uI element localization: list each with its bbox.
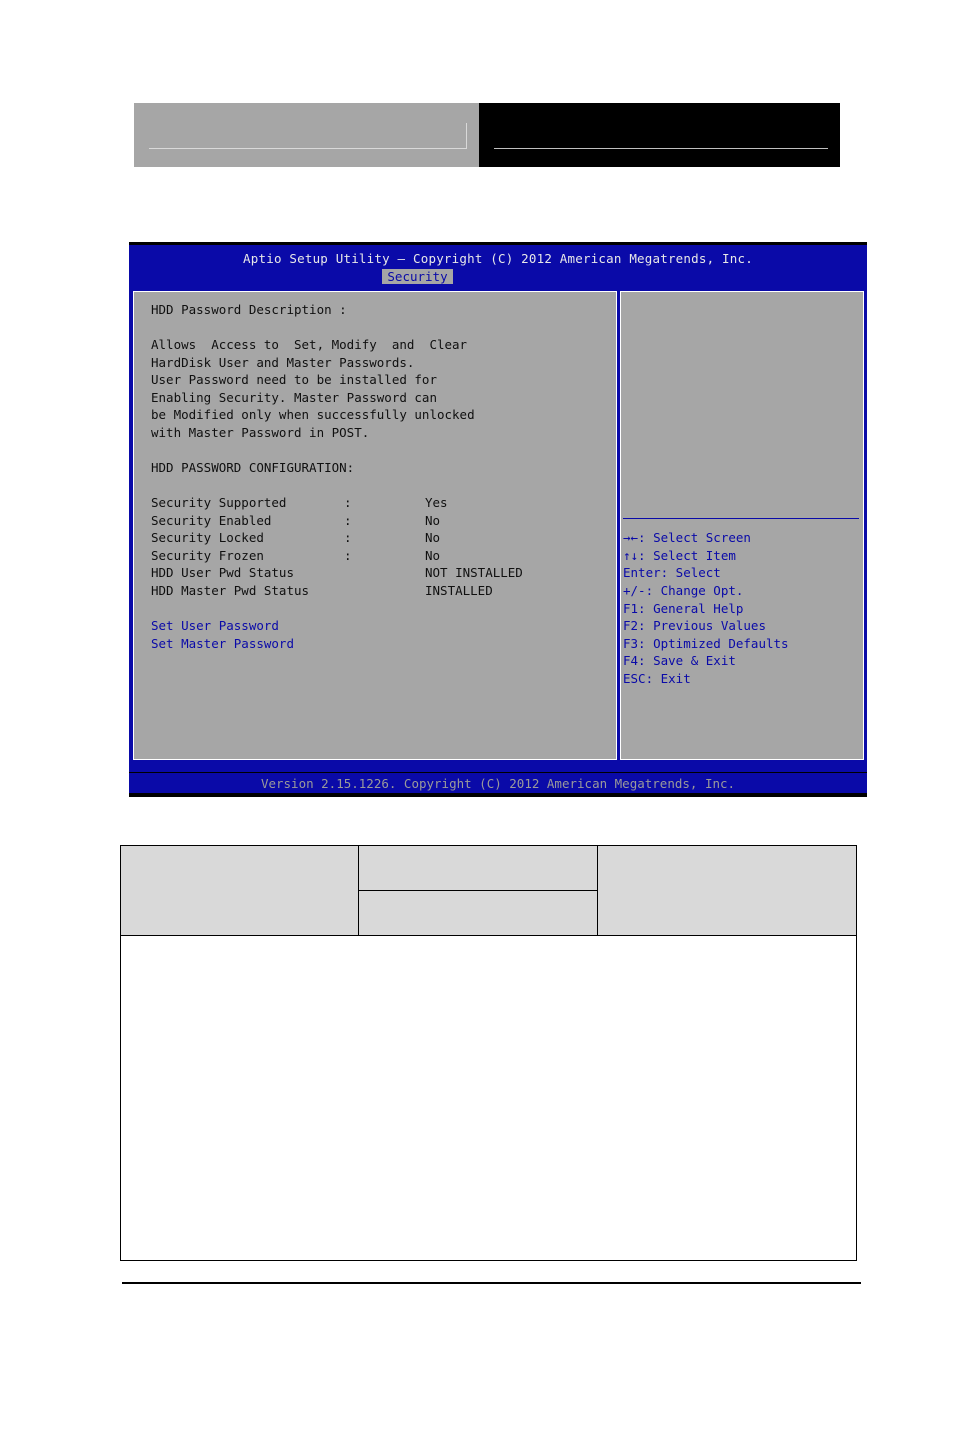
status-label: HDD Master Pwd Status [151,583,310,598]
page-footer-rule [122,1282,861,1284]
status-separator: : [344,513,352,528]
version-text: Version 2.15.1226. Copyright (C) 2012 American Megatrends, Inc. [260,776,736,791]
status-label: HDD User Pwd Status [151,565,294,580]
status-value: NOT INSTALLED [425,565,523,580]
tab-security[interactable]: Security [382,269,453,285]
status-value: No [425,513,441,528]
description-heading: HDD Password Description : [151,302,347,317]
description-line: User Password need to be installed for [151,372,437,387]
settings-pane [133,291,617,760]
help-key-esc: ESC: Exit [623,671,691,686]
description-line: be Modified only when successfully unlocked [151,407,475,422]
table-header [121,846,856,936]
bios-screen [129,242,867,797]
help-key-f1: F1: General Help [623,601,744,616]
set-master-password-item[interactable]: Set Master Password [151,636,294,651]
help-key-f3: F3: Optimized Defaults [623,636,789,651]
status-label: Security Locked [151,530,264,545]
table-column-divider [597,846,598,936]
help-key-select-item: ↑↓: Select Item [623,548,736,563]
table-column-divider [358,846,359,936]
bios-title-bar [129,245,867,284]
config-heading: HDD PASSWORD CONFIGURATION: [151,460,355,475]
bios-title: Aptio Setup Utility – Copyright (C) 2012 American Megatrends, Inc. [243,251,753,266]
help-key-change-opt: +/-: Change Opt. [623,583,744,598]
set-user-password-item[interactable]: Set User Password [151,618,279,633]
banner-tick [466,123,467,149]
status-separator: : [344,548,352,563]
status-label: Security Supported [151,495,287,510]
help-key-f2: F2: Previous Values [623,618,766,633]
description-line: HardDisk User and Master Passwords. [151,355,415,370]
help-pane [620,291,864,760]
status-label: Security Enabled [151,513,272,528]
description-line: with Master Password in POST. [151,425,370,440]
description-line: Allows Access to Set, Modify and Clear [151,337,468,352]
banner-rule [494,148,828,149]
help-key-select-screen: →←: Select Screen [623,530,751,545]
status-value: Yes [425,495,448,510]
status-value: No [425,530,441,545]
option-table [120,845,857,1261]
header-banner-left [134,103,479,167]
status-separator: : [344,495,352,510]
bios-footer [129,773,867,793]
description-line: Enabling Security. Master Password can [151,390,437,405]
help-key-enter: Enter: Select [623,565,721,580]
header-banner-right [479,103,840,167]
help-divider [623,518,859,519]
help-key-f4: F4: Save & Exit [623,653,736,668]
status-separator: : [344,530,352,545]
banner-rule [149,148,467,149]
table-row-divider [358,890,598,891]
bios-body [129,284,867,772]
status-value: No [425,548,441,563]
status-label: Security Frozen [151,548,264,563]
status-value: INSTALLED [425,583,493,598]
